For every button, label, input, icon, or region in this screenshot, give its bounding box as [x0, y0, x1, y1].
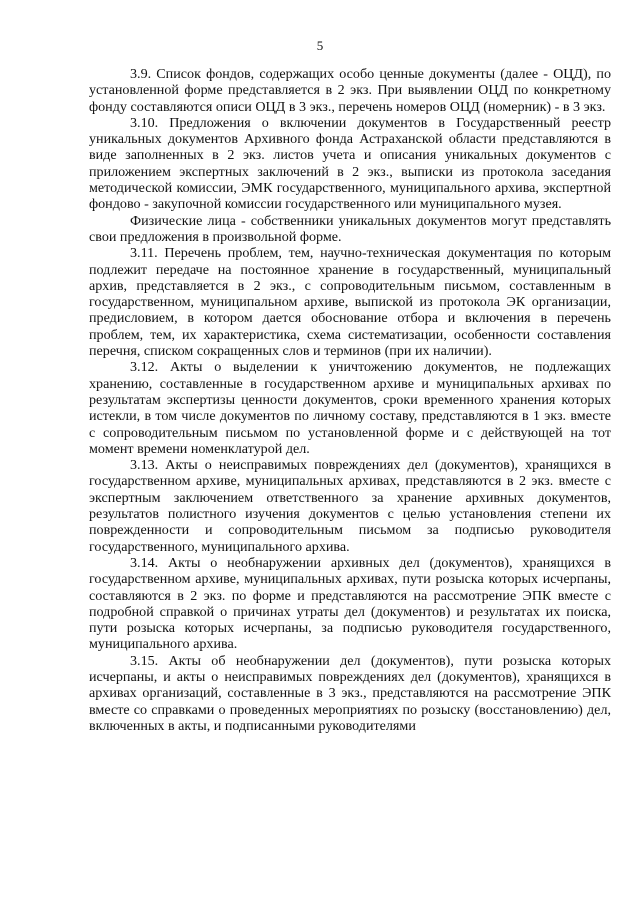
paragraph-3-9: 3.9. Список фондов, содержащих особо ценные документы (далее - ОЦД), по установленной форме представляется в 2 экз. При выявлении ОЦД по конкретному фонду составляются описи ОЦД в 3 экз., перечень номеров ОЦД (номерник) - в 3 экз. — [89, 66, 611, 115]
paragraph-3-10: 3.10. Предложения о включении документов в Государственный реестр уникальных документов Архивного фонда Астраханской области представляются в виде заполненных в 2 экз. листов учета и описания уникальных документов с приложением экспертных заключений в 2 экз., выписки из протокола заседания методической комиссии, ЭМК государственного, муниципального архива, экспертной фондово - закупочной комиссии государственного или муниципального музея. — [89, 114, 611, 213]
document-body — [89, 66, 611, 734]
paragraph-3-12: 3.12. Акты о выделении к уничтожению документов, не подлежащих хранению, составленные в государственном архиве и муниципальных архивах по результатам экспертизы ценности документов, сроки временного хранения которых истекли, в том числе документов по личному составу, представляются в 1 экз. вместе с сопроводительным письмом по установленной форме и с действующей на тот момент времени номенклатурой дел. — [89, 359, 611, 457]
paragraph-3-14: 3.14. Акты о необнаружении архивных дел (документов), хранящихся в государственном архиве, муниципальных архивах, пути розыска которых исчерпаны, составляются в 2 экз. по форме и представляются на рассмотрение ЭПК вместе с подробной справкой о причинах утраты дел (документов) и результатах их поиска, пути розыска которых исчерпаны, за подписью руководителя государственного, муниципального архива. — [89, 554, 611, 653]
page-number: 5 — [316, 38, 324, 53]
paragraph-3-13: 3.13. Акты о неисправимых повреждениях дел (документов), хранящихся в государственном архиве, муниципальных архивах, представляются в 2 экз. вместе с экспертным заключением ответственного за хранение архивных документов, результатов полистного изучения документов с целью установления степени их поврежденности и сопроводительным письмом за подписью руководителя государственного, муниципального архива. — [89, 457, 611, 555]
paragraph-individuals: Физические лица - собственники уникальных документов могут представлять свои предложения в произвольной форме. — [89, 212, 611, 245]
paragraph-3-11: 3.11. Перечень проблем, тем, научно-техническая документация по которым подлежит передаче на постоянное хранение в государственный, муниципальный архив, представляется в 2 экз., с сопроводительным письмом, составленным в государственном, муниципальном архиве, выпиской из протокола ЭК организации, предисловием, в котором дается обоснование отбора и включения в перечень проблем, тем, их характеристика, схема систематизации, особенности составления перечня, списком сокращенных слов и терминов (при их наличии). — [89, 245, 611, 360]
paragraph-3-15: 3.15. Акты об необнаружении дел (документов), пути розыска которых исчерпаны, и акты о неисправимых повреждениях дел (документов), хранящихся в архивах организаций, составленные в 3 экз., представляются на рассмотрение ЭПК вместе со справками о проведенных мероприятиях по розыску (восстановлению) дел, включенных в акты, и подписанными руководителями — [89, 652, 611, 734]
